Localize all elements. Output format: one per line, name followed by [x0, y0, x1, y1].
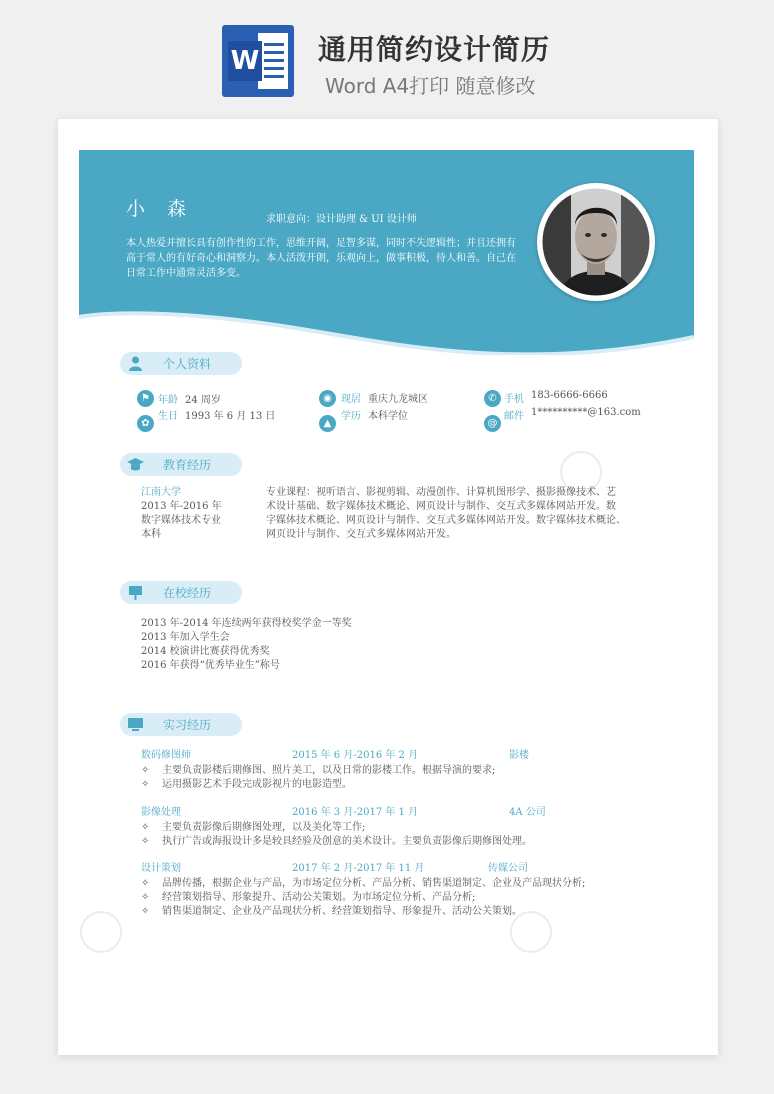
- job-intent: 求职意向：设计助理 & UI 设计师: [266, 214, 417, 225]
- campus-item: 2013 年-2014 年连续两年获得校奖学金一等奖: [141, 618, 352, 629]
- birthday-value: 1993 年 6 月 13 日: [185, 411, 276, 422]
- resume-header: [79, 150, 694, 355]
- course-line: 术设计基础、数字媒体技术概论、网页设计与制作、交互式多媒体网站开发。数: [266, 501, 616, 512]
- candidate-name: 小 森: [126, 198, 195, 220]
- job-duty: 经营策划指导、形象提升、活动公关策划。为市场定位分析、产品分析;: [162, 892, 476, 903]
- section-header-education: [120, 453, 242, 476]
- portrait-illustration: [537, 183, 655, 301]
- location-value: 重庆九龙城区: [368, 394, 428, 405]
- bullet-icon: ✧: [141, 779, 150, 790]
- job-duty: 主要负责影像后期修图处理，以及美化等工作;: [162, 822, 366, 833]
- phone-icon: ✆: [484, 390, 501, 407]
- section-title: 个人资料: [163, 357, 212, 371]
- section-title: 实习经历: [163, 718, 212, 732]
- email-label: 邮件: [504, 411, 524, 422]
- banner-subtitle: Word A4打印 随意修改: [325, 74, 536, 98]
- course-line: 网页设计与制作、交互式多媒体网站开发。: [266, 529, 456, 540]
- age-icon: ⚑: [137, 390, 154, 407]
- person-icon: [126, 354, 145, 373]
- job-title: 影像处理: [141, 807, 181, 818]
- banner-title: 通用简约设计简历: [318, 33, 551, 66]
- degree-value: 本科学位: [368, 411, 408, 422]
- section-title: 在校经历: [163, 586, 212, 600]
- job-company: 影楼: [509, 750, 529, 761]
- graduation-cap-icon: ▲: [319, 415, 336, 432]
- age-label: 年龄: [158, 395, 178, 406]
- degree-label: 学历: [341, 411, 361, 422]
- school-major: 数字媒体技术专业: [141, 515, 221, 526]
- job-duty: 运用摄影艺术手段完成影视片的电影造型。: [162, 779, 352, 790]
- job-title: 数码修图师: [141, 750, 191, 761]
- job-period: 2015 年 6 月-2016 年 2 月: [292, 750, 419, 761]
- section-header-internship: [120, 713, 242, 736]
- job-duty: 销售渠道制定、企业及产品现状分析、经营策划指导、形象提升、活动公关策划。: [162, 906, 522, 917]
- watermark-icon: [78, 909, 124, 955]
- phone-value: 183-6666-6666: [531, 390, 608, 401]
- school-name: 江南大学: [141, 487, 181, 498]
- word-logo-icon: [222, 25, 294, 97]
- school-period: 2013 年-2016 年: [141, 501, 222, 512]
- email-value: 1**********@163.com: [531, 407, 641, 418]
- phone-label: 手机: [504, 394, 524, 405]
- monitor-icon: [126, 715, 145, 734]
- word-letter: W: [228, 41, 262, 81]
- job-duty: 品牌传播，根据企业与产品，为市场定位分析、产品分析、销售渠道制定、企业及产品现状分析;: [162, 878, 586, 889]
- document-sheet-icon: [258, 33, 288, 89]
- section-title: 教育经历: [163, 458, 212, 472]
- section-header-profile: [120, 352, 242, 375]
- section-header-campus: [120, 581, 242, 604]
- avatar: [537, 183, 655, 301]
- self-introduction: 本人热爱并擅长具有创作性的工作，思维开阔，足智多谋，同时不失逻辑性；并且还拥有高于常人的有好奇心和洞察力。本人活泼开朗，乐观向上，做事积极，待人和善。自己在日常工作中通常灵活多变。: [126, 238, 516, 279]
- job-company: 4A 公司: [509, 807, 546, 818]
- job-period: 2017 年 2 月-2017 年 11 月: [292, 863, 425, 874]
- bullet-icon: ✧: [141, 878, 150, 889]
- top-banner: [0, 0, 774, 118]
- location-label: 现居: [341, 394, 361, 405]
- location-icon: ◉: [319, 390, 336, 407]
- bullet-icon: ✧: [141, 765, 150, 776]
- school-degree: 本科: [141, 529, 161, 540]
- birthday-icon: ✿: [137, 415, 154, 432]
- course-line: 字媒体技术概论、网页设计与制作、交互式多媒体网站开发。数字媒体技术概论、: [266, 515, 626, 526]
- email-icon: @: [484, 415, 501, 432]
- graduation-cap-icon: [126, 455, 145, 474]
- job-company: 传媒公司: [488, 863, 528, 874]
- resume-page: [58, 119, 718, 1055]
- job-title: 设计策划: [141, 863, 181, 874]
- bullet-icon: ✧: [141, 822, 150, 833]
- course-line: 专业课程：视听语言、影视剪辑、动漫创作、计算机图形学、摄影摄像技术、艺: [266, 487, 616, 498]
- job-duty: 执行广告或海报设计多是较具经验及创意的美术设计。主要负责影像后期修图处理。: [162, 836, 532, 847]
- bullet-icon: ✧: [141, 906, 150, 917]
- bullet-icon: ✧: [141, 836, 150, 847]
- campus-item: 2016 年获得“优秀毕业生”称号: [141, 660, 280, 671]
- age-value: 24 周岁: [185, 395, 221, 406]
- birthday-label: 生日: [158, 411, 178, 422]
- presentation-board-icon: [126, 583, 145, 602]
- bullet-icon: ✧: [141, 892, 150, 903]
- job-duty: 主要负责影楼后期修图、照片美工，以及日常的影楼工作。根据导演的要求;: [162, 765, 496, 776]
- campus-item: 2014 校演讲比赛获得优秀奖: [141, 646, 270, 657]
- job-period: 2016 年 3 月-2017 年 1 月: [292, 807, 419, 818]
- campus-item: 2013 年加入学生会: [141, 632, 230, 643]
